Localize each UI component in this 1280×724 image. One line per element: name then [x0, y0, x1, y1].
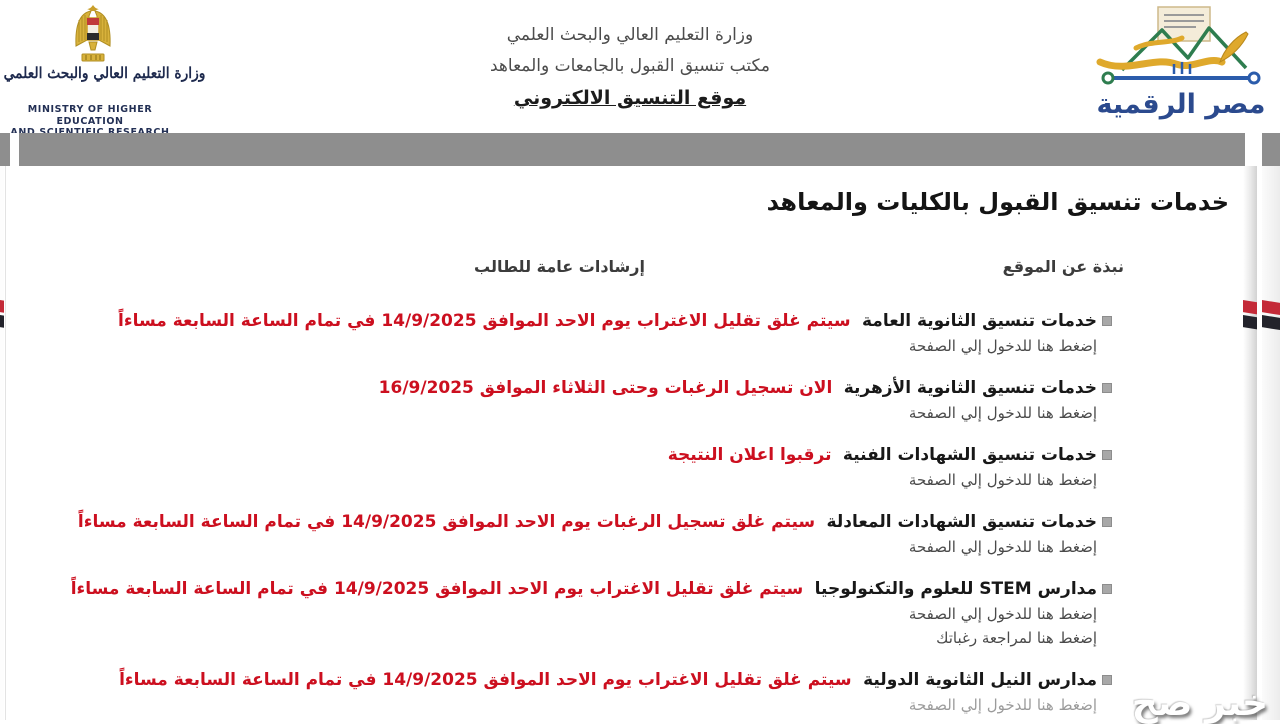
enter-page-link[interactable]: إضغط هنا للدخول إلي الصفحة — [908, 404, 1097, 422]
service-row-general-secondary — [19, 309, 1243, 357]
service-status: الان تسجيل الرغبات وحتى الثلاثاء الموافق 16/9/2025 — [378, 378, 833, 398]
egypt-eagle-icon — [68, 4, 118, 68]
enter-page-link[interactable]: إضغط هنا للدخول إلي الصفحة — [908, 538, 1097, 556]
bullet-square-icon — [1102, 675, 1112, 685]
service-name: خدمات تنسيق الشهادات الفنية — [842, 445, 1097, 465]
flag-background-right-inner — [1243, 166, 1257, 720]
ministry-logo — [0, 2, 206, 132]
header-center-text — [428, 20, 832, 114]
ministry-arabic-calligraphy: وزارة التعليم العالي والبحث العلمي — [3, 64, 206, 82]
digital-egypt-label: مصر الرقمية — [1096, 89, 1266, 120]
flag-red-stripe — [1243, 299, 1257, 317]
service-title-line — [19, 376, 1097, 400]
flag-black-stripe — [1243, 314, 1257, 332]
service-title-line — [19, 309, 1097, 333]
flag-background-left — [0, 166, 4, 720]
ministry-english-name: MINISTRY OF HIGHER EDUCATION — [27, 104, 153, 127]
bullet-square-icon — [1102, 517, 1112, 527]
flag-black-stripe — [1262, 314, 1280, 332]
divider-gap-left — [10, 133, 19, 166]
ministry-name-line: وزارة التعليم العالي والبحث العلمي — [506, 25, 754, 45]
service-status: سيتم غلق تسجيل الرغبات يوم الاحد الموافق 14/9/2025 في تمام الساعة السابعة مساءاً — [77, 512, 816, 532]
enter-page-link[interactable]: إضغط هنا للدخول إلي الصفحة — [908, 605, 1097, 623]
service-title-line — [19, 668, 1097, 692]
service-status: سيتم غلق تقليل الاغتراب يوم الاحد الموافق 14/9/2025 في تمام الساعة السابعة مساءاً — [119, 670, 852, 690]
site-title-link[interactable]: موقع التنسيق الالكتروني — [513, 87, 747, 109]
service-row-nile-international-schools — [19, 668, 1243, 716]
service-name: خدمات تنسيق الثانوية العامة — [862, 311, 1097, 331]
divider-gap-right — [1245, 133, 1262, 166]
bullet-square-icon — [1102, 584, 1112, 594]
nav-about-site[interactable]: نبذة عن الموقع — [1002, 257, 1124, 276]
bullet-square-icon — [1102, 383, 1112, 393]
service-status: ترقبوا اعلان النتيجة — [667, 445, 832, 465]
service-name: مدارس STEM للعلوم والتكنولوجيا — [814, 579, 1097, 599]
service-title-line — [19, 443, 1097, 467]
service-row-stem-schools — [19, 577, 1243, 649]
digital-egypt-logo — [1093, 4, 1269, 130]
service-row-technical-certificates — [19, 443, 1243, 491]
content-left-edge — [5, 166, 6, 720]
service-name: خدمات تنسيق الثانوية الأزهرية — [843, 378, 1097, 398]
service-row-equivalent-certificates — [19, 510, 1243, 558]
enter-page-link[interactable]: إضغط هنا للدخول إلي الصفحة — [908, 696, 1097, 714]
service-title-line — [19, 577, 1097, 601]
service-status: سيتم غلق تقليل الاغتراب يوم الاحد الموافق 14/9/2025 في تمام الساعة السابعة مساءاً — [118, 311, 851, 331]
section-nav — [474, 257, 1124, 276]
services-list — [19, 309, 1243, 716]
office-name-line: مكتب تنسيق القبول بالجامعات والمعاهد — [490, 56, 770, 76]
flag-background-right-outer — [1262, 166, 1280, 720]
review-choices-link[interactable]: إضغط هنا لمراجعة رغباتك — [936, 629, 1097, 647]
header-divider-bar — [0, 133, 1280, 166]
khabar-sah-watermark: خبر صح — [1131, 683, 1268, 724]
enter-page-link[interactable]: إضغط هنا للدخول إلي الصفحة — [908, 471, 1097, 489]
flag-black-stripe — [0, 314, 4, 332]
main-content — [19, 166, 1243, 720]
service-status: سيتم غلق تقليل الاغتراب يوم الاحد الموافق 14/9/2025 في تمام الساعة السابعة مساءاً — [70, 579, 804, 599]
service-name: خدمات تنسيق الشهادات المعادلة — [826, 512, 1097, 532]
enter-page-link[interactable]: إضغط هنا للدخول إلي الصفحة — [908, 337, 1097, 355]
bullet-square-icon — [1102, 450, 1112, 460]
flag-red-stripe — [1262, 299, 1280, 317]
page-title: خدمات تنسيق القبول بالكليات والمعاهد — [766, 188, 1229, 216]
service-name: مدارس النيل الثانوية الدولية — [863, 670, 1097, 690]
service-row-azhari-secondary — [19, 376, 1243, 424]
bullet-square-icon — [1102, 316, 1112, 326]
nav-student-instructions[interactable]: إرشادات عامة للطالب — [474, 257, 645, 276]
service-title-line — [19, 510, 1097, 534]
page-header — [0, 0, 1280, 133]
